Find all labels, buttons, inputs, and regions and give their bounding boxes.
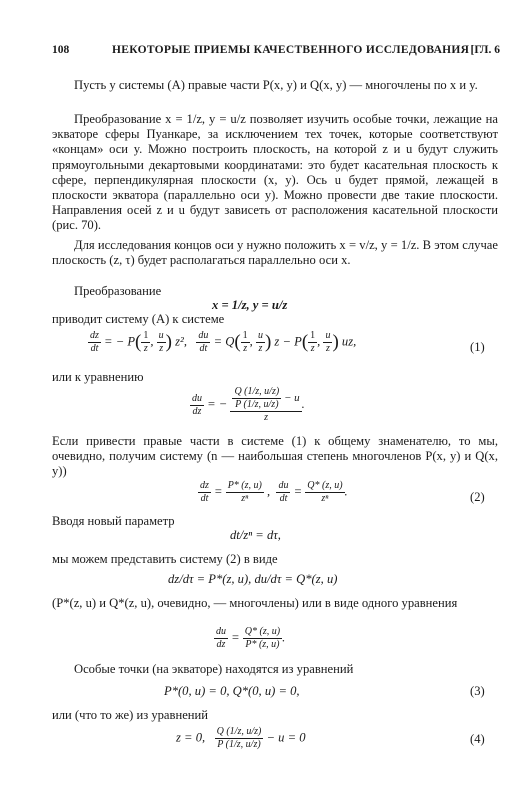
paragraph-1: Пусть у системы (А) правые части P(x, y) и Q(x, y) — многочлены по x и y. — [74, 78, 478, 92]
equation-number-3: (3) — [470, 684, 485, 698]
equation-4: z = 0, $\frac{Q (1/z, u/z)}{P (1/z, u/z)}$ − u = 0 — [176, 726, 306, 750]
equation-transform: x = 1/z, y = u/z — [212, 298, 288, 312]
equation-du-dz: $\frac{du}{dz}$ = − $\frac{Q (1/z, u/z)}{P (1/z, u/z)}$ − u z . — [192, 386, 305, 423]
paragraph-5: приводит систему (А) к системе — [52, 312, 225, 326]
equation-sys-tau: dz/dτ = P*(z, u), du/dτ = Q*(z, u) — [168, 572, 338, 586]
page-number: 108 — [52, 44, 70, 56]
chapter-label: [ГЛ. 6 — [470, 44, 500, 56]
equation-3: P*(0, u) = 0, Q*(0, u) = 0, — [164, 684, 300, 698]
equation-param: dt/zⁿ = dτ, — [230, 528, 281, 542]
equation-du-dz-star: $\frac{du}{dz}$ = $\frac{Q* (z, u)}{P* (z, u)}$ . — [216, 626, 286, 650]
running-title: НЕКОТОРЫЕ ПРИЕМЫ КАЧЕСТВЕННОГО ИССЛЕДОВАНИЯ — [112, 44, 470, 56]
paragraph-4: Преобразование — [74, 284, 162, 298]
equation-1: $\frac{dz}{dt}$ = − P( $\frac{1}{z}$ , $\frac{u}{z}$ ) z², $\frac{du}{dt}$ = Q( $\frac{1}{z}$ , $\frac{u}{z}$ ) z − P( $\frac{1}{z}$ , $\frac{u}{z}$ ) uz, — [90, 330, 357, 354]
paragraph-12: или (что то же) из уравнений — [52, 708, 209, 722]
paragraph-2: Преобразование x = 1/z, y = u/z позволяет изучить особые точки, лежащие на экваторе сферы Пуанкаре, за исключением тех точек, которые соответствуют «концам» оси y. Можно построить плоскость, на которой z и u будут служить прямоугольными декартовыми координатами: это будет касательная плоскость к сфере, перпендикулярная плоскости (x, y). Ось u будет прямой, лежащей в плоскости экватора (параллельно оси y). Можно провести две такие плоскости. Направления осей z и u будут зависеть от расположения касательной плоскости (рис. 70). — [52, 112, 498, 233]
equation-4-part-a: z = 0, — [176, 730, 206, 745]
paragraph-9: мы можем представить систему (2) в виде — [52, 552, 278, 566]
paragraph-3: Для исследования концов оси y нужно положить x = v/z, y = 1/z. В этом случае плоскость (z, τ) будет располагаться параллельно оси x. — [52, 238, 498, 268]
equation-number-1: (1) — [470, 340, 485, 354]
equation-2: $\frac{dz}{dt}$ = $\frac{P* (z, u)}{\text{zⁿ}}$ , $\frac{du}{dt}$ = $\frac{Q* (z, u)}{\text{zⁿ}}$ . — [200, 480, 348, 504]
running-header — [52, 44, 500, 64]
equation-number-4: (4) — [470, 732, 485, 746]
equation-4-part-b: − u = 0 — [266, 730, 306, 745]
paragraph-10: (P*(z, u) и Q*(z, u), очевидно, — многочлены) или в виде одного уравнения — [52, 596, 458, 610]
paragraph-7: Если привести правые части в системе (1) к общему знаменателю, то мы, очевидно, получим систему (n — наибольшая степень многочленов P(x, y) и Q(x, y)) — [52, 434, 498, 479]
paragraph-6: или к уравнению — [52, 370, 144, 384]
paragraph-11: Особые точки (на экваторе) находятся из уравнений — [74, 662, 354, 676]
paragraph-8: Вводя новый параметр — [52, 514, 175, 528]
equation-number-2: (2) — [470, 490, 485, 504]
